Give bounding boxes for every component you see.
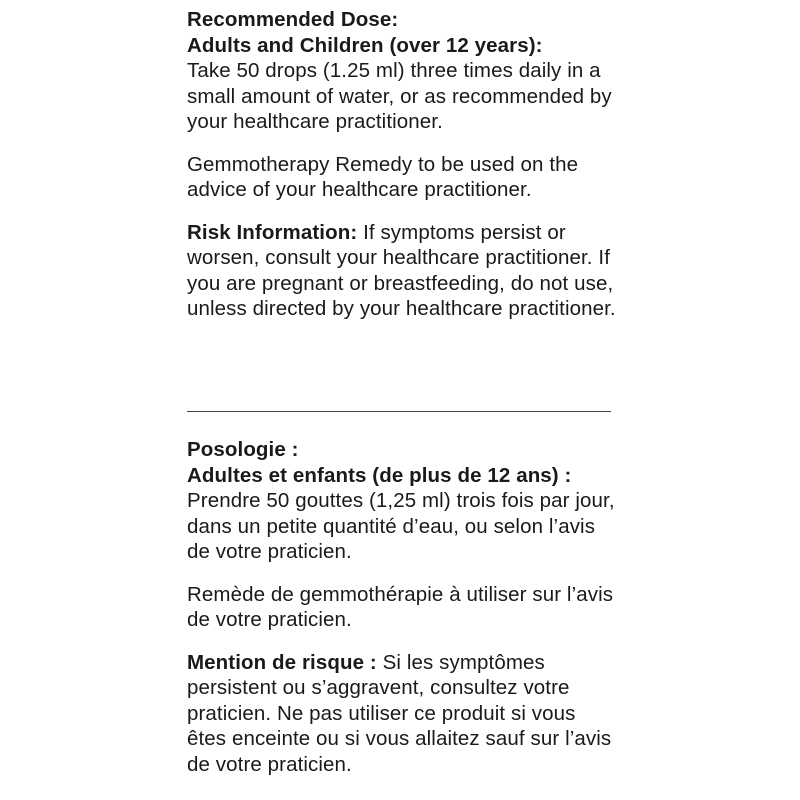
risk-block: [187, 220, 617, 322]
dose-heading: Recommended Dose:: [187, 8, 399, 31]
french-dosage-block: [187, 437, 617, 565]
dose-instructions: Take 50 drops (1.25 ml) three times daily in a small amount of water, or as recommended by your healthcare practitioner.: [187, 59, 612, 133]
remedy-note: Gemmotherapy Remedy to be used on the advice of your healthcare practitioner.: [187, 152, 579, 201]
english-dosage-block: [187, 7, 617, 135]
french-section: [187, 437, 617, 777]
risk-heading: Risk Information:: [187, 220, 358, 244]
dose-subheading: Adults and Children (over 12 years):: [187, 33, 543, 57]
remede-note: Remède de gemmothérapie à utiliser sur l’avis de votre praticien.: [187, 582, 614, 631]
risk-text: If symptoms persist or worsen, consult your healthcare practitioner. If you are pregnant or breastfeeding, do not use, unless directed by your healthcare practitioner.: [187, 220, 616, 320]
mention-risque-heading: Mention de risque :: [187, 650, 377, 674]
section-divider: [187, 411, 611, 412]
mention-risque-text: Si les symptômes persistent ou s’aggravent, consultez votre praticien. Ne pas utiliser ce produit si vous êtes enceinte ou si vous allaitez sauf sur l’avis de votre praticien.: [187, 650, 612, 776]
mention-risque-block: [187, 650, 617, 778]
posologie-heading: Posologie :: [187, 438, 299, 461]
english-section: [187, 7, 617, 322]
posologie-instructions: Prendre 50 gouttes (1,25 ml) trois fois par jour, dans un petite quantité d’eau, ou selon l’avis de votre praticien.: [187, 489, 615, 563]
posologie-subheading: Adultes et enfants (de plus de 12 ans) :: [187, 463, 572, 487]
